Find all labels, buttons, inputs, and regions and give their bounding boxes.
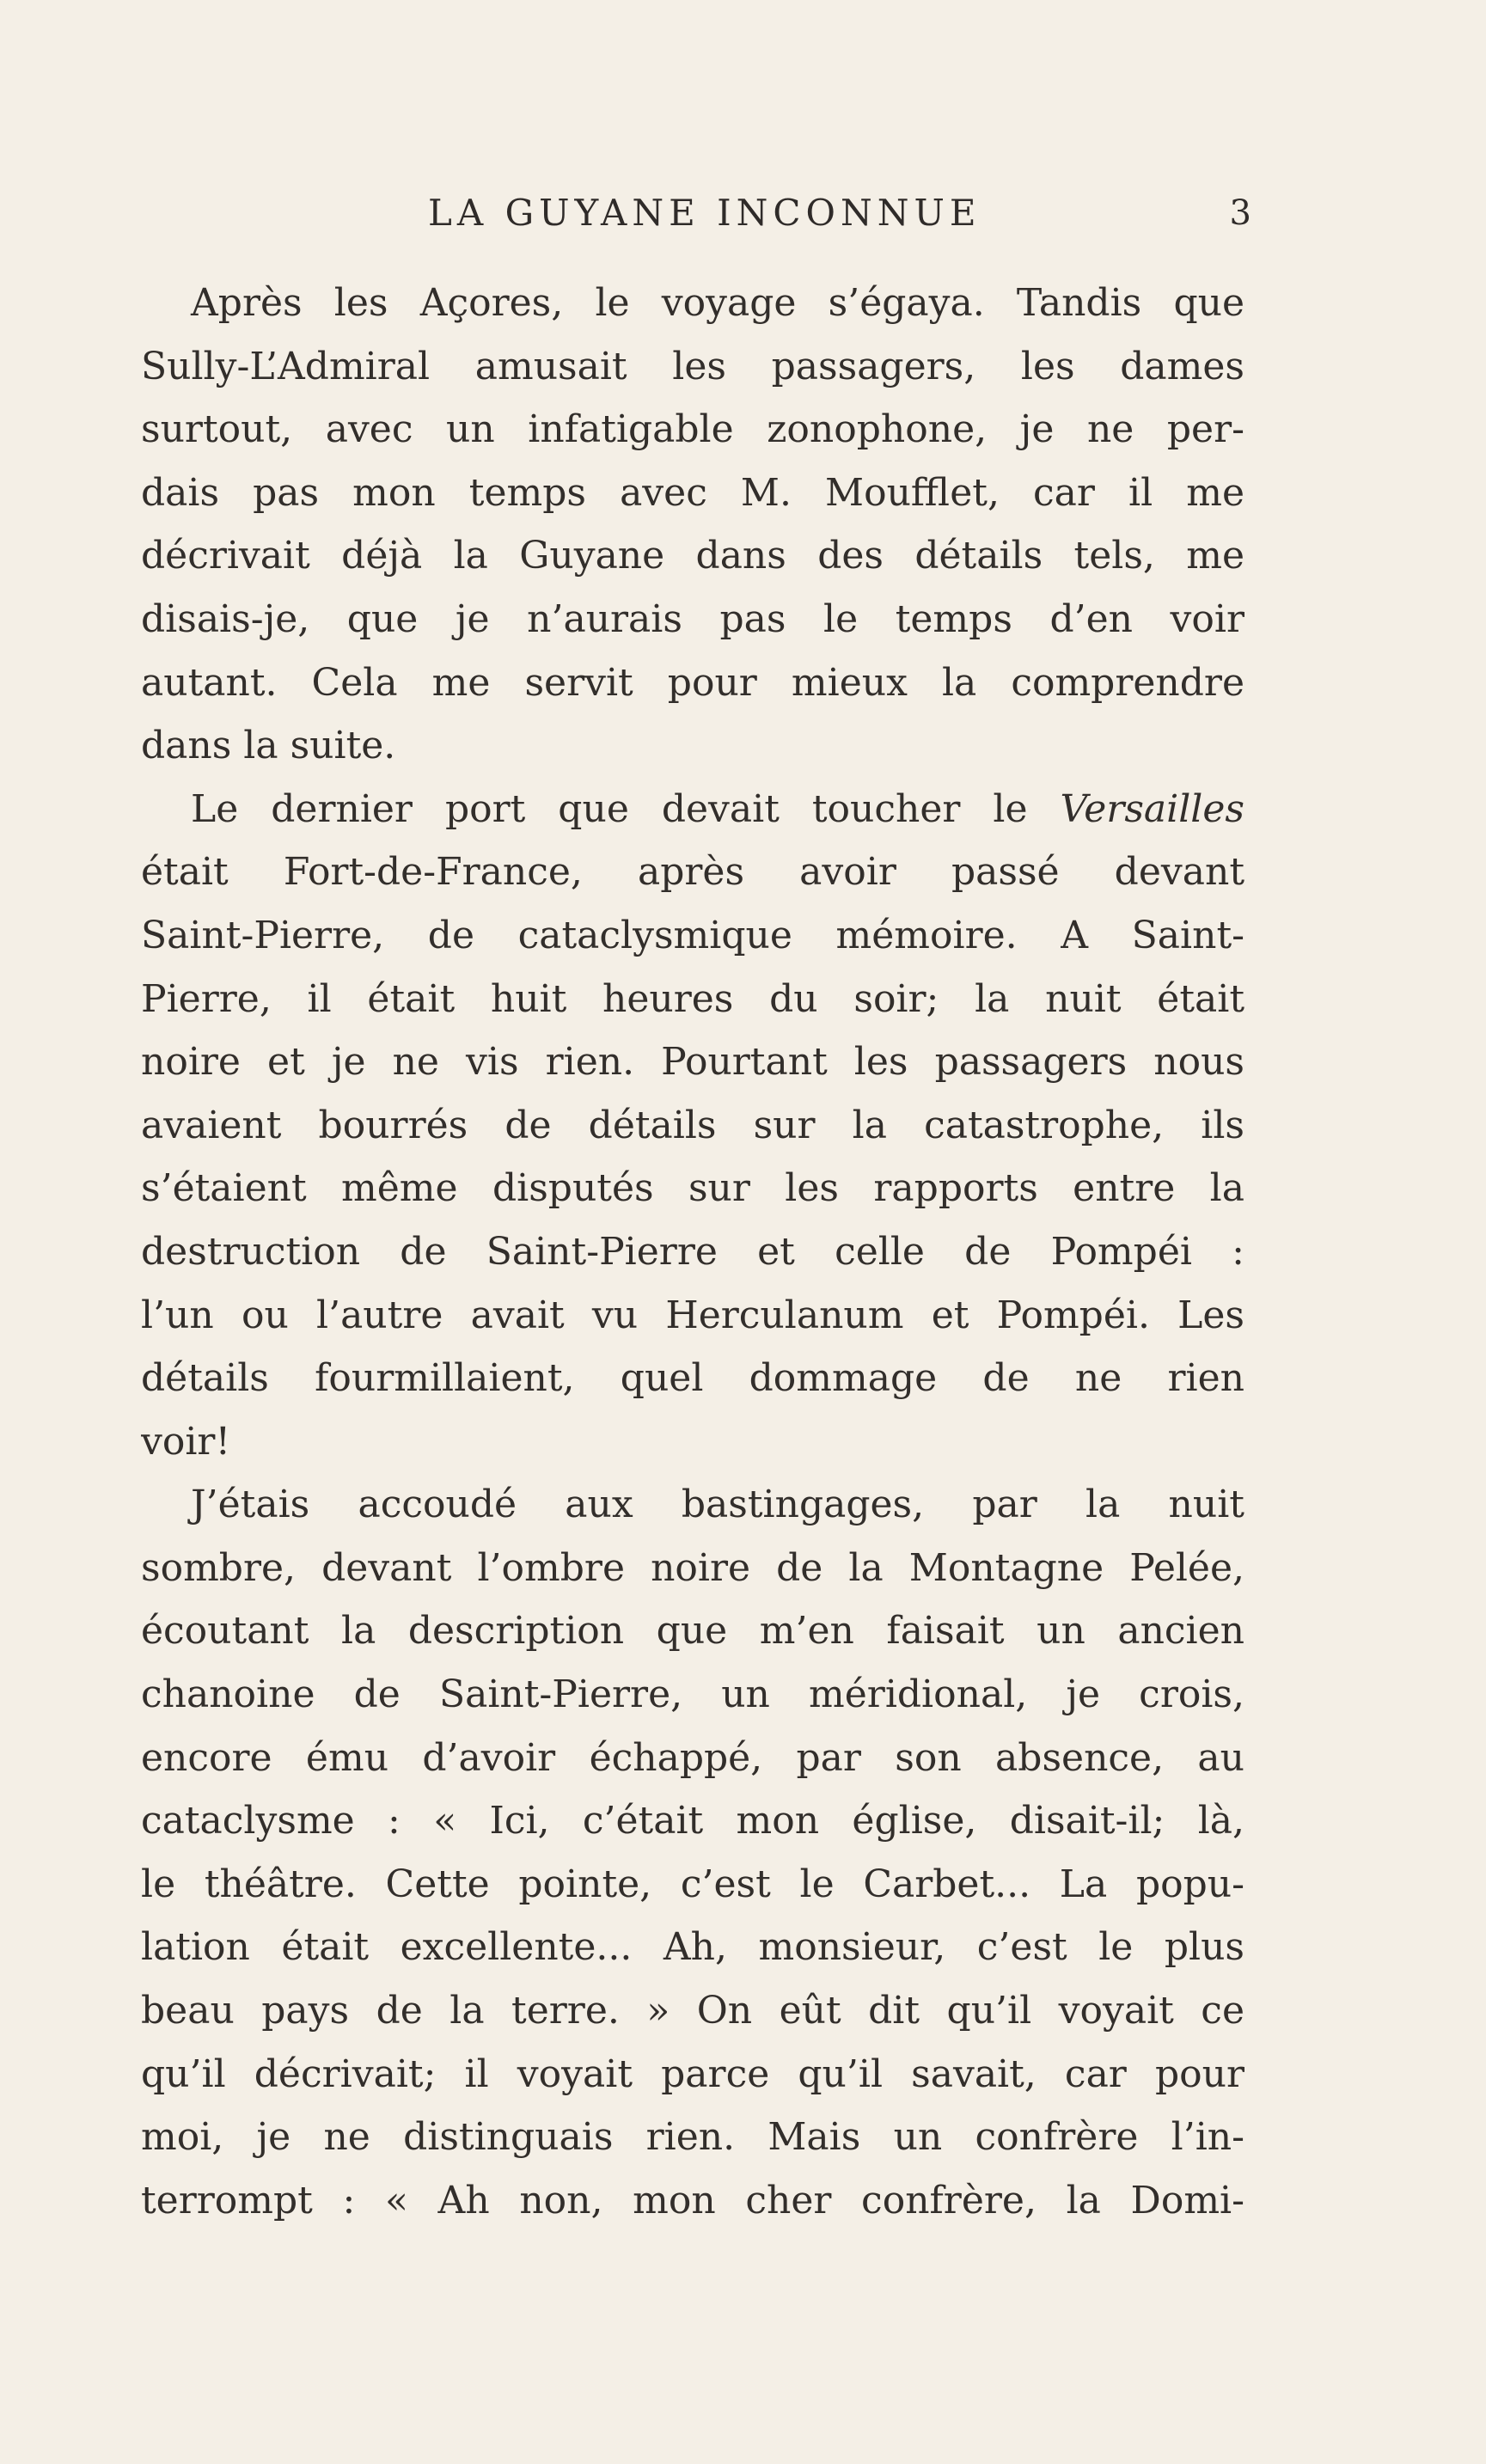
text-line: dais pas mon temps avec M. Moufflet, car il me	[141, 470, 1244, 515]
text-line: chanoine de Saint-Pierre, un méridional, je crois,	[141, 1672, 1244, 1717]
page-number: 3	[1229, 193, 1251, 233]
text-line: sombre, devant l’ombre noire de la Montagne Pelée,	[141, 1545, 1244, 1590]
text-line: détails fourmillaient, quel dommage de ne rien	[141, 1356, 1244, 1401]
text-line: destruction de Saint-Pierre et celle de Pompéi :	[141, 1229, 1244, 1274]
text-line: autant. Cela me servit pour mieux la comprendre	[141, 660, 1244, 705]
text-line: surtout, avec un infatigable zonophone, je ne per-	[141, 407, 1244, 452]
running-title: LA GUYANE INCONNUE	[428, 192, 981, 234]
page-header	[186, 187, 1251, 239]
text-line: cataclysme : « Ici, c’était mon église, disait-il; là,	[141, 1799, 1244, 1843]
text-line: Sully-L’Admiral amusait les passagers, les dames	[141, 344, 1244, 388]
text-line: dans la suite.	[141, 724, 396, 768]
text-fragment: Le dernier port que devait toucher le	[191, 786, 1061, 831]
text-line: s’étaient même disputés sur les rapports entre la	[141, 1166, 1244, 1211]
text-line: Pierre, il était huit heures du soir; la nuit était	[141, 976, 1244, 1021]
text-line: lation était excellente... Ah, monsieur, c’est le plus	[141, 1925, 1244, 1970]
text-line: beau pays de la terre. » On eût dit qu’il voyait ce	[141, 1989, 1244, 2033]
text-line: le théâtre. Cette pointe, c’est le Carbet... La popu-	[141, 1862, 1244, 1906]
text-line: l’un ou l’autre avait vu Herculanum et Pompéi. Les	[141, 1293, 1244, 1337]
text-line: Après les Açores, le voyage s’égaya. Tandis que	[191, 281, 1244, 325]
text-line: écoutant la description que m’en faisait un ancien	[141, 1609, 1244, 1654]
text-line: décrivait déjà la Guyane dans des détails tels, me	[141, 534, 1244, 578]
text-line: était Fort-de-France, après avoir passé devant	[141, 850, 1244, 895]
text-line: noire et je ne vis rien. Pourtant les passagers nous	[141, 1040, 1244, 1085]
text-line: J’étais accoudé aux bastingages, par la nuit	[191, 1483, 1244, 1527]
text-line: disais-je, que je n’aurais pas le temps d’en voir	[141, 596, 1244, 641]
text-line-with-ship-name	[141, 778, 1244, 841]
text-line: encore ému d’avoir échappé, par son absence, au	[141, 1735, 1244, 1780]
text-line: terrompt : « Ah non, mon cher confrère, la Domi-	[141, 2178, 1244, 2222]
text-line: qu’il décrivait; il voyait parce qu’il savait, car pour	[141, 2051, 1244, 2096]
text-line: avaient bourrés de détails sur la catastrophe, ils	[141, 1103, 1244, 1147]
text-line: Saint-Pierre, de cataclysmique mémoire. A Saint-	[141, 913, 1244, 957]
text-line: moi, je ne distinguais rien. Mais un confrère l’in-	[141, 2115, 1244, 2160]
text-line: voir!	[141, 1419, 231, 1464]
body-text	[141, 272, 1244, 2232]
ship-name: Versailles	[1060, 786, 1244, 831]
